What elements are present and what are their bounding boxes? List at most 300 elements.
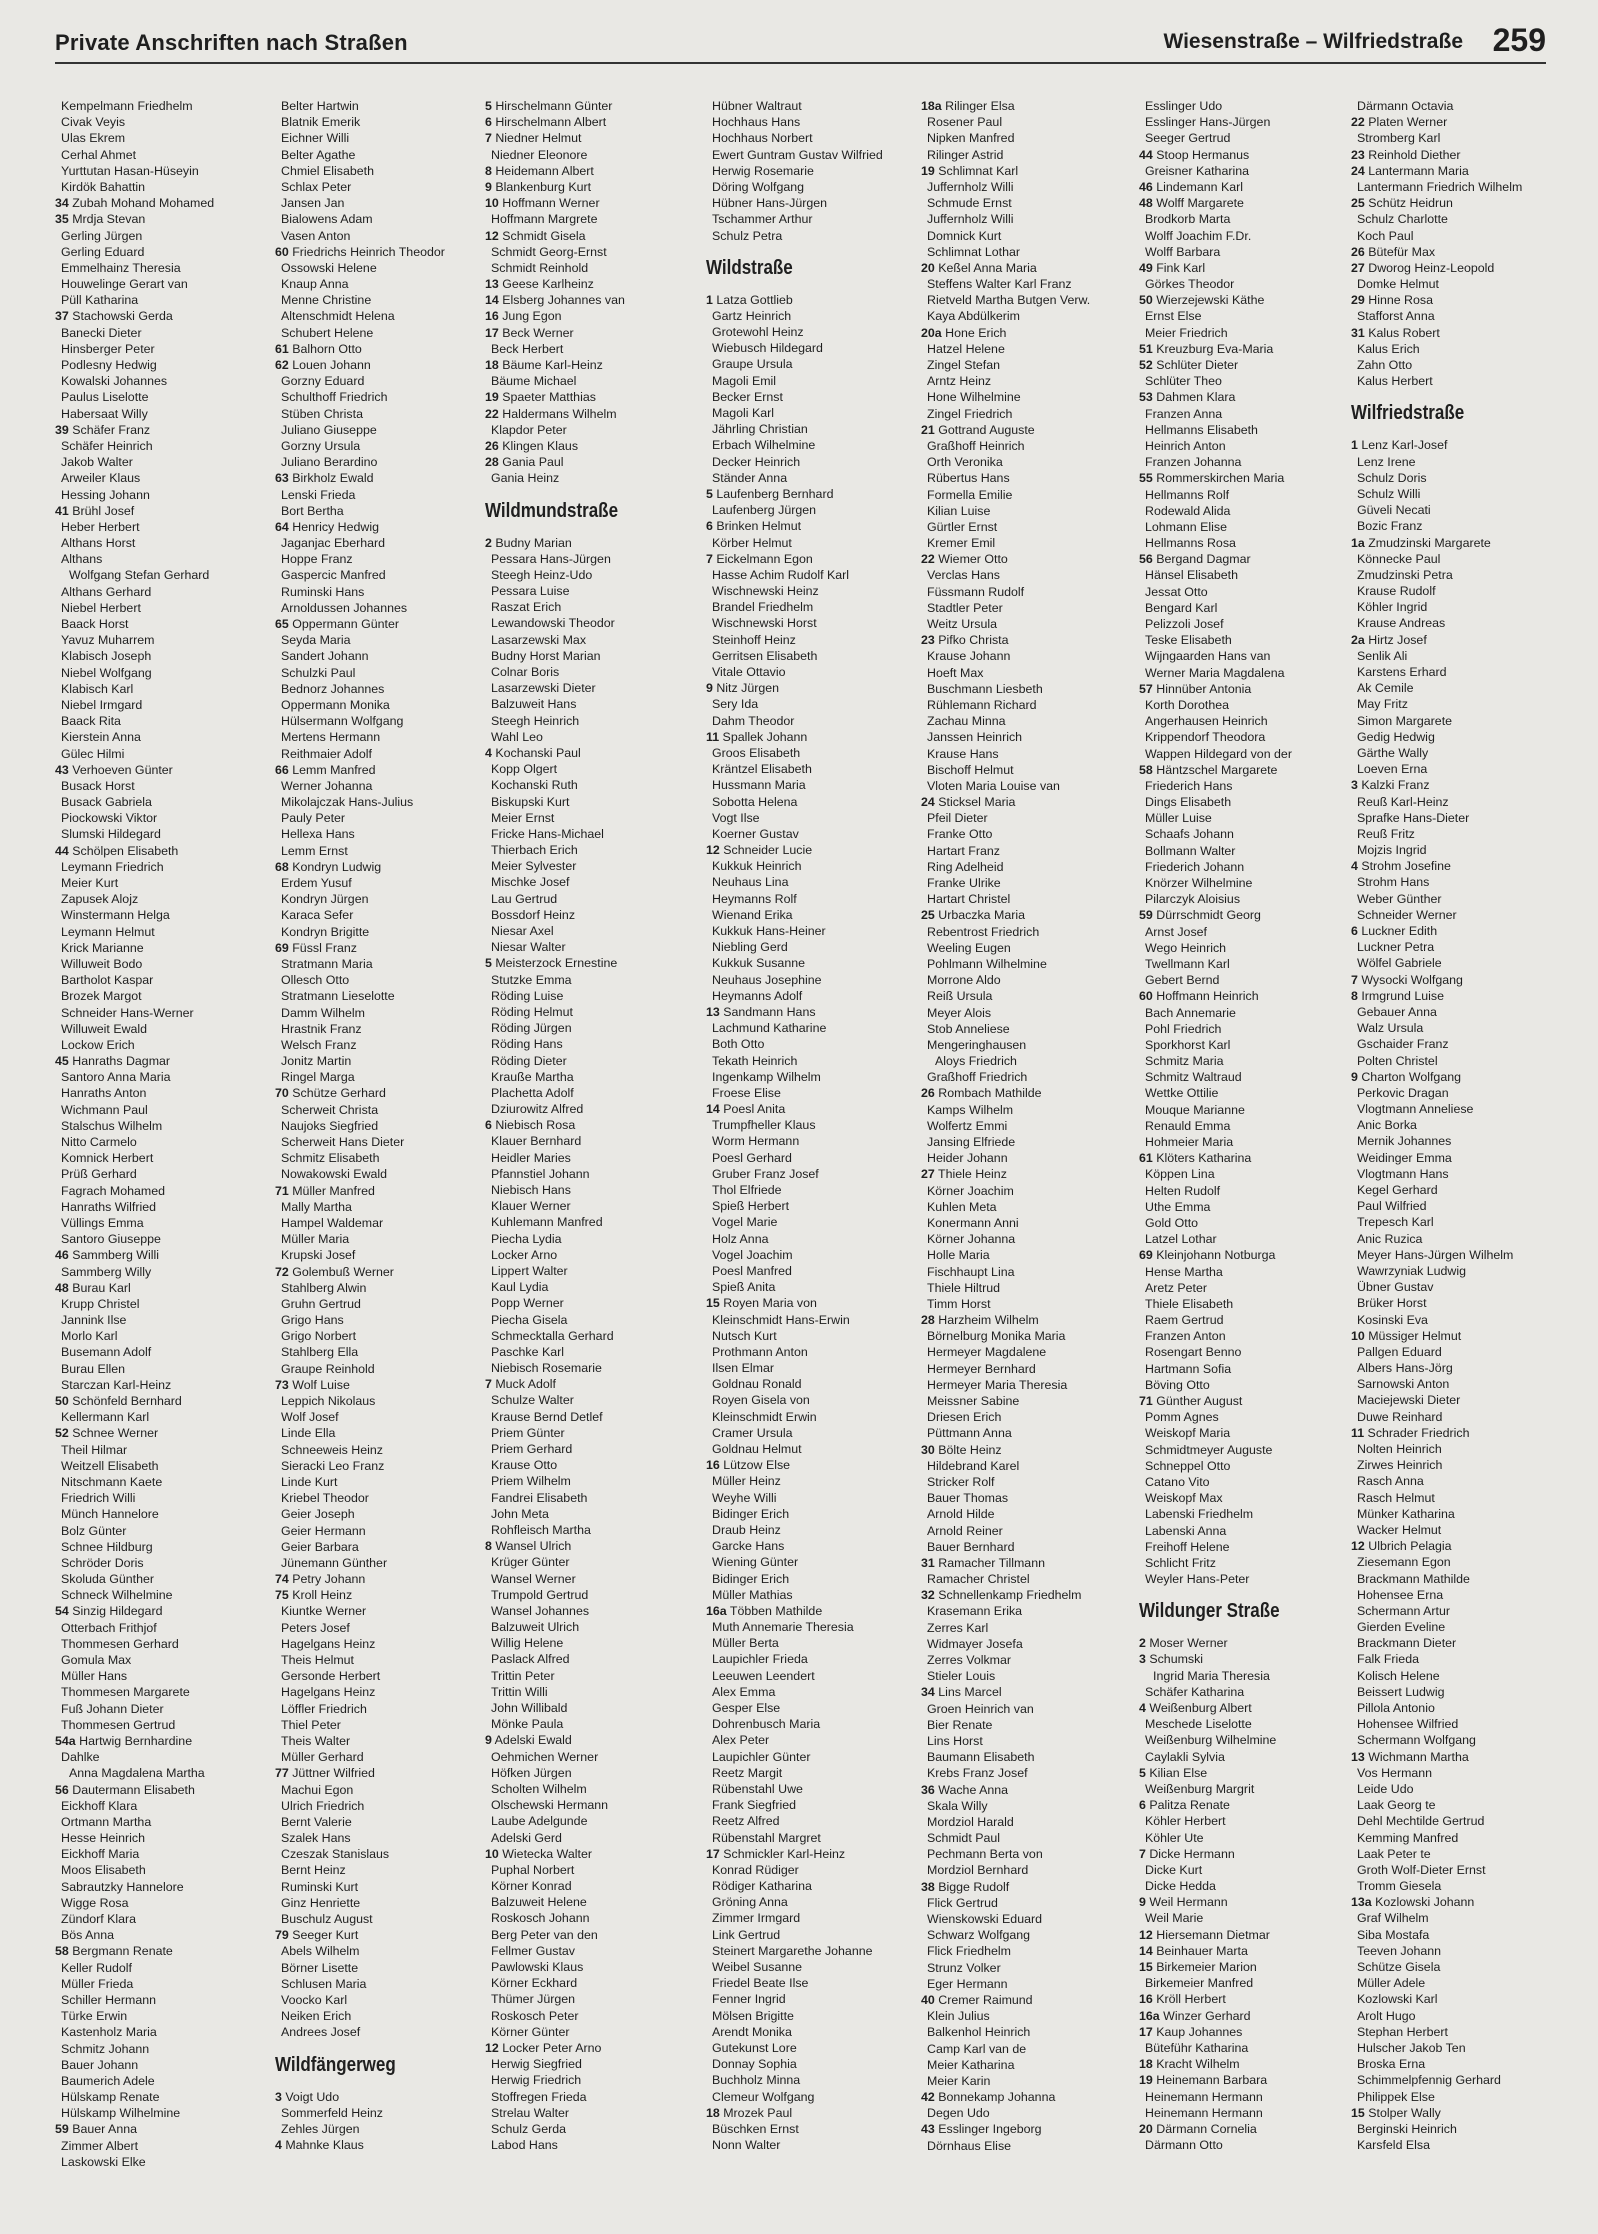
directory-entry: Birkemeier Manfred <box>1145 1976 1254 1991</box>
directory-entry: Hülsermann Wolfgang <box>281 714 404 729</box>
house-number: 12 <box>706 843 720 858</box>
house-number: 64 <box>275 519 289 534</box>
directory-entry: Meier Karin <box>927 2073 991 2088</box>
directory-entry: Reithmaier Adolf <box>281 746 372 761</box>
resident-name: Royen Maria von <box>719 1296 817 1311</box>
directory-entry: Zmudzinski Petra <box>1357 567 1453 582</box>
directory-entry <box>485 1846 695 1862</box>
directory-entry <box>1351 1328 1561 1344</box>
directory-entry: Cerhal Ahmet <box>61 147 137 162</box>
directory-entry: Stutzke Emma <box>491 972 572 987</box>
directory-entry <box>1351 1425 1561 1441</box>
house-number: 4 <box>1139 1701 1146 1715</box>
resident-name: Louen Johann <box>288 358 371 372</box>
house-number: 56 <box>55 1782 69 1797</box>
directory-entry: Bort Bertha <box>281 503 344 518</box>
directory-entry: Menne Christine <box>281 293 372 308</box>
resident-name: Blankenburg Kurt <box>491 179 592 194</box>
directory-entry: Arweiler Klaus <box>61 471 141 486</box>
house-number: 20 <box>921 260 935 275</box>
directory-entry: Verclas Hans <box>927 568 1001 583</box>
directory-entry: Thommesen Gerhard <box>61 1636 179 1651</box>
resident-name: Bäume Karl-Heinz <box>498 358 603 372</box>
directory-entry: Pomm Agnes <box>1145 1410 1219 1425</box>
directory-entry: Kellermann Karl <box>61 1410 150 1425</box>
directory-entry: Schmitz Waltraud <box>1145 1070 1242 1085</box>
directory-entry <box>275 1377 485 1393</box>
directory-entry: Müller Berta <box>712 1636 779 1651</box>
resident-name: Reinhold Diether <box>1364 147 1461 162</box>
directory-entry: Ring Adelheid <box>927 859 1004 874</box>
resident-name: Seeger Kurt <box>288 1928 359 1943</box>
house-number: 46 <box>1139 179 1153 194</box>
directory-entry: Bös Anna <box>61 1928 115 1943</box>
directory-entry: Meier Ernst <box>491 810 555 825</box>
directory-entry: Mertens Hermann <box>281 730 381 745</box>
resident-name: Schlimnat Karl <box>934 163 1019 178</box>
directory-entry: Both Otto <box>712 1037 765 1052</box>
directory-entry: Hänsel Elisabeth <box>1145 568 1238 583</box>
directory-entry: Mölsen Brigitte <box>712 2008 794 2023</box>
house-number: 48 <box>1139 196 1153 211</box>
directory-entry: Geier Joseph <box>281 1507 355 1522</box>
directory-entry <box>921 1879 1131 1895</box>
directory-entry: Oppermann Monika <box>281 697 390 712</box>
directory-entry: Wansel Johannes <box>491 1603 590 1618</box>
directory-entry: Helten Rudolf <box>1145 1183 1221 1198</box>
directory-entry: Hinsberger Peter <box>61 341 155 356</box>
directory-entry <box>921 1442 1131 1458</box>
directory-entry <box>921 1312 1131 1328</box>
house-number: 1 <box>706 292 713 307</box>
house-number: 68 <box>275 859 289 874</box>
directory-entry: Balzuweit Helene <box>491 1895 587 1910</box>
directory-entry: Rasch Helmut <box>1357 1490 1435 1505</box>
directory-entry: Dicke Hedda <box>1145 1879 1216 1894</box>
directory-entry: Skala Willy <box>927 1798 988 1813</box>
house-number: 9 <box>706 681 713 696</box>
directory-entry: Adelski Gerd <box>491 1830 562 1845</box>
directory-entry: Schneppel Otto <box>1145 1458 1231 1473</box>
house-number: 34 <box>55 196 69 211</box>
directory-entry <box>1139 681 1349 697</box>
house-number: 15 <box>706 1296 720 1311</box>
directory-entry: Schwarz Wolfgang <box>927 1928 1031 1943</box>
house-number: 18 <box>1139 2057 1153 2072</box>
directory-entry: Karstens Erhard <box>1357 665 1447 679</box>
directory-entry: Döring Wolfgang <box>712 179 805 194</box>
directory-entry: Krause Otto <box>491 1458 558 1473</box>
directory-entry: Meier Kurt <box>61 876 119 890</box>
directory-entry: Polten Christel <box>1357 1053 1438 1068</box>
directory-entry: Gruhn Gertrud <box>281 1296 361 1311</box>
directory-entry: Wijngaarden Hans van <box>1145 649 1271 664</box>
directory-entry: Lewandowski Theodor <box>491 616 615 631</box>
directory-entry <box>1139 1927 1349 1943</box>
directory-entry: Köhler Ute <box>1145 1830 1204 1845</box>
directory-entry: Gomula Max <box>61 1653 132 1667</box>
resident-name: Hirschelmann Günter <box>491 99 613 113</box>
directory-entry: Piecha Lydia <box>491 1231 562 1246</box>
directory-entry: Pessara Hans-Jürgen <box>491 551 611 566</box>
directory-entry <box>275 859 485 875</box>
directory-entry: Weißenburg Wilhelmine <box>1145 1733 1277 1748</box>
directory-entry: Gerritsen Elisabeth <box>712 648 818 663</box>
directory-entry: Theis Helmut <box>281 1653 354 1667</box>
directory-entry: Köhler Ingrid <box>1357 600 1428 615</box>
directory-entry: Luckner Petra <box>1357 940 1435 955</box>
directory-entry: Bolz Günter <box>61 1523 127 1538</box>
directory-entry-continued: Aloys Friedrich <box>935 1054 1017 1069</box>
resident-name: Wichmann Martha <box>1364 1749 1469 1764</box>
directory-entry: Löffler Friedrich <box>281 1701 367 1716</box>
directory-entry <box>55 1053 265 1069</box>
resident-name: Kondryn Ludwig <box>288 859 382 874</box>
directory-entry: Ingenkamp Wilhelm <box>712 1069 821 1084</box>
directory-entry: Herwig Rosemarie <box>712 163 814 178</box>
directory-entry: Buchholz Minna <box>712 2073 801 2088</box>
directory-entry: Arntz Heinz <box>927 374 992 389</box>
house-number: 36 <box>921 1782 935 1797</box>
directory-entry: Kondryn Brigitte <box>281 924 370 939</box>
directory-entry: Schütze Gisela <box>1357 1960 1441 1974</box>
house-number: 1a <box>1351 535 1365 550</box>
directory-entry: Mally Martha <box>281 1199 352 1214</box>
directory-entry: Pessara Luise <box>491 584 570 599</box>
resident-name: Többen Mathilde <box>726 1603 823 1618</box>
resident-name: Luckner Edith <box>1357 924 1438 938</box>
directory-entry: Nitschmann Kaete <box>61 1474 163 1489</box>
directory-entry: Seyda Maria <box>281 633 351 648</box>
directory-entry: Hübner Hans-Jürgen <box>712 196 828 211</box>
directory-entry: Ossowski Helene <box>281 260 377 275</box>
directory-entry: Sabrautzky Hannelore <box>61 1879 184 1894</box>
directory-entry: Linde Kurt <box>281 1474 338 1489</box>
directory-entry: Eickhoff Maria <box>61 1847 140 1862</box>
resident-name: Henricy Hedwig <box>288 519 380 534</box>
directory-entry: Ewert Guntram Gustav Wilfried <box>712 147 883 162</box>
directory-entry: Baumerich Adele <box>61 2073 155 2088</box>
directory-entry: Sammberg Willy <box>61 1264 152 1279</box>
directory-entry: Hermeyer Magdalene <box>927 1345 1047 1360</box>
directory-entry: Teeven Johann <box>1357 1943 1442 1958</box>
directory-entry: Janssen Heinrich <box>927 730 1023 745</box>
house-number: 6 <box>1139 1798 1146 1813</box>
directory-entry: Püttmann Anna <box>927 1426 1012 1441</box>
resident-name: Schumski <box>1145 1652 1204 1667</box>
directory-entry: Kuhlemann Manfred <box>491 1215 603 1230</box>
directory-entry: Schmude Ernst <box>927 196 1012 211</box>
house-number: 1 <box>1351 438 1358 453</box>
directory-entry <box>485 308 695 324</box>
directory-entry: Wego Heinrich <box>1145 940 1227 955</box>
directory-entry: Nipken Manfred <box>927 131 1015 146</box>
directory-entry: Sandert Johann <box>281 649 369 664</box>
directory-entry: Mengeringhausen <box>927 1037 1027 1052</box>
house-number: 52 <box>1139 358 1153 372</box>
directory-entry: Weißenburg Margrit <box>1145 1781 1255 1796</box>
directory-entry: Hochhaus Hans <box>712 115 801 130</box>
directory-entry: Geier Barbara <box>281 1539 359 1554</box>
directory-entry <box>1351 325 1561 341</box>
house-number: 45 <box>55 1054 69 1069</box>
directory-entry <box>1351 147 1561 163</box>
directory-entry <box>1351 535 1561 551</box>
directory-entry: Althans <box>61 552 103 567</box>
directory-entry: Lantermann Friedrich Wilhelm <box>1357 179 1523 194</box>
directory-entry: Rietveld Martha Butgen Verw. <box>927 293 1091 308</box>
directory-entry: Alex Peter <box>712 1733 770 1748</box>
directory-entry: Hessing Johann <box>61 487 150 502</box>
street-heading: Wildmundstraße <box>485 499 619 522</box>
directory-entry: Karaca Sefer <box>281 908 354 923</box>
directory-entry: Münker Katharina <box>1357 1506 1455 1521</box>
directory-entry: Grigo Norbert <box>281 1329 357 1344</box>
directory-entry: Krippendorf Theodora <box>1145 730 1266 745</box>
directory-entry: Kozlowski Karl <box>1357 1992 1438 2007</box>
directory-entry: Zahn Otto <box>1357 358 1413 372</box>
directory-entry: Jannink Ilse <box>61 1313 127 1328</box>
directory-entry: Kukkuk Hans-Heiner <box>712 924 826 938</box>
directory-entry: Santoro Giuseppe <box>61 1232 161 1247</box>
directory-entry: Krupp Christel <box>61 1296 140 1311</box>
directory-entry: Scherweit Hans Dieter <box>281 1135 405 1149</box>
directory-entry: Gerling Eduard <box>61 244 145 259</box>
resident-name: Lenz Karl-Josef <box>1357 438 1448 453</box>
directory-entry: Raem Gertrud <box>1145 1313 1224 1328</box>
directory-entry: Weeling Eugen <box>927 940 1011 955</box>
directory-entry <box>485 406 695 422</box>
directory-entry <box>1139 1393 1349 1409</box>
directory-entry: Vogt Ilse <box>712 810 760 825</box>
directory-entry <box>275 1765 485 1781</box>
directory-entry: Leppich Nikolaus <box>281 1394 376 1408</box>
house-number: 50 <box>1139 293 1153 308</box>
directory-entry: Schmecktalla Gerhard <box>491 1328 614 1343</box>
resident-name: Müller Manfred <box>288 1183 375 1198</box>
directory-entry: Belter Agathe <box>281 147 356 162</box>
directory-entry: Ruminski Kurt <box>281 1879 359 1894</box>
directory-entry: Gärthe Wally <box>1357 745 1429 760</box>
directory-entry: Geier Hermann <box>281 1523 366 1538</box>
directory-entry: Hermeyer Maria Theresia <box>927 1377 1068 1392</box>
directory-entry: Bäume Michael <box>491 374 577 389</box>
house-number: 19 <box>485 390 499 405</box>
directory-entry: Fellmer Gustav <box>491 1943 575 1958</box>
directory-entry: Schröder Doris <box>61 1555 144 1570</box>
resident-name: Schneider Lucie <box>719 843 813 858</box>
house-number: 52 <box>55 1426 69 1441</box>
directory-entry <box>1139 1765 1349 1781</box>
directory-entry: Scherweit Christa <box>281 1102 379 1117</box>
directory-entry: Willuweit Ewald <box>61 1021 148 1036</box>
directory-entry: Friedrich Willi <box>61 1491 136 1506</box>
directory-entry: Machui Egon <box>281 1782 354 1797</box>
directory-entry: Franke Ulrike <box>927 876 1001 890</box>
directory-entry: Balkenhol Heinrich <box>927 2025 1031 2040</box>
column-1 <box>55 98 265 2170</box>
resident-name: Laufenberg Bernhard <box>712 486 834 501</box>
column-4 <box>706 98 916 2153</box>
house-number: 53 <box>1139 390 1153 405</box>
directory-entry <box>485 1376 695 1392</box>
directory-entry: Dohrenbusch Maria <box>712 1717 821 1732</box>
directory-entry: Bartholot Kaspar <box>61 973 154 988</box>
directory-entry: Lemm Ernst <box>281 843 348 858</box>
directory-entry: Ak Cemile <box>1357 681 1414 696</box>
directory-entry: Jonitz Martin <box>281 1054 352 1069</box>
directory-entry: Blatnik Emerik <box>281 115 361 130</box>
resident-name: Keßel Anna Maria <box>934 260 1037 275</box>
directory-entry: Kierstein Anna <box>61 730 141 745</box>
house-number: 43 <box>55 762 69 777</box>
directory-entry: Draub Heinz <box>712 1522 781 1537</box>
resident-name: Wolf Luise <box>288 1377 350 1392</box>
house-number: 74 <box>275 1572 289 1587</box>
house-number: 4 <box>275 2138 282 2153</box>
resident-name: Birkholz Ewald <box>288 471 374 486</box>
directory-entry: Arnst Josef <box>1145 924 1207 939</box>
directory-entry <box>55 1393 265 1409</box>
directory-entry: Habersaat Willy <box>61 406 148 421</box>
directory-entry: Buschulz August <box>281 1912 373 1926</box>
directory-entry <box>55 1247 265 1263</box>
directory-entry: Thiele Hiltrud <box>927 1280 1000 1295</box>
header-divider <box>55 62 1546 64</box>
directory-entry: Emmelhainz Theresia <box>61 260 181 275</box>
directory-entry <box>275 341 485 357</box>
directory-entry <box>1139 1700 1349 1716</box>
directory-entry: Holz Anna <box>712 1231 769 1246</box>
directory-entry: Hermeyer Bernhard <box>927 1361 1036 1376</box>
directory-entry: Ilsen Elmar <box>712 1361 774 1376</box>
directory-entry: Wienand Erika <box>712 907 793 922</box>
directory-entry <box>485 955 695 971</box>
directory-entry: Türke Erwin <box>61 2009 128 2024</box>
directory-entry: Schmidtmeyer Auguste <box>1145 1442 1273 1457</box>
directory-entry: Koch Paul <box>1357 228 1414 243</box>
house-number: 77 <box>275 1766 289 1781</box>
directory-entry: Müller Luise <box>1145 811 1212 826</box>
resident-name: Niedner Helmut <box>491 131 582 146</box>
directory-entry <box>921 98 1131 114</box>
directory-entry: Domnick Kurt <box>927 228 1002 243</box>
directory-entry <box>921 2121 1131 2137</box>
house-number: 26 <box>921 1086 935 1101</box>
directory-entry <box>921 1085 1131 1101</box>
resident-name: Eickelmann Egon <box>712 551 813 566</box>
house-number: 6 <box>706 519 713 534</box>
directory-entry: Vogel Marie <box>712 1215 778 1230</box>
directory-entry: Hellmanns Elisabeth <box>1145 422 1258 437</box>
directory-entry: Paslack Alfred <box>491 1652 570 1667</box>
directory-entry: Peters Josef <box>281 1620 350 1635</box>
directory-entry <box>55 1425 265 1441</box>
house-number: 50 <box>55 1394 69 1408</box>
directory-entry <box>1139 907 1349 923</box>
directory-entry: Gersonde Herbert <box>281 1669 381 1684</box>
directory-entry: Jessat Otto <box>1145 584 1208 599</box>
street-heading: Wildfängerweg <box>275 2053 396 2076</box>
directory-entry: Bauer Thomas <box>927 1491 1009 1506</box>
directory-entry: Dörnhaus Elise <box>927 2138 1012 2153</box>
directory-entry <box>706 1101 916 1117</box>
house-number: 18 <box>706 2105 720 2120</box>
resident-name: Kalzki Franz <box>1357 778 1430 793</box>
resident-name: Dicke Hermann <box>1145 1846 1235 1861</box>
directory-entry: Hasse Achim Rudolf Karl <box>712 567 850 582</box>
directory-columns <box>55 98 1555 2178</box>
house-number: 28 <box>485 455 499 470</box>
directory-entry: Weiskopf Maria <box>1145 1426 1231 1441</box>
directory-entry: Thiele Elisabeth <box>1145 1296 1234 1311</box>
resident-name: Golembuß Werner <box>288 1264 394 1279</box>
directory-entry: Schulze Walter <box>491 1393 574 1408</box>
directory-entry <box>485 357 695 373</box>
directory-entry: Priem Wilhelm <box>491 1474 571 1489</box>
directory-entry: Ständer Anna <box>712 470 788 485</box>
directory-entry: Stricker Rolf <box>927 1474 995 1489</box>
house-number: 73 <box>275 1377 289 1392</box>
house-number: 34 <box>921 1685 935 1700</box>
directory-entry: Kamps Wilhelm <box>927 1102 1014 1117</box>
directory-entry: Naujoks Siegfried <box>281 1118 379 1133</box>
directory-entry: John Willibald <box>491 1701 568 1715</box>
directory-entry <box>1139 1894 1349 1910</box>
resident-name: Kalus Robert <box>1364 325 1440 340</box>
directory-entry: Vogel Joachim <box>712 1247 793 1262</box>
house-number: 22 <box>1351 115 1365 130</box>
directory-entry: Schneck Wilhelmine <box>61 1588 173 1603</box>
directory-entry: Pohl Friedrich <box>1145 1021 1222 1036</box>
directory-entry: Wolfertz Emmi <box>927 1118 1008 1133</box>
directory-entry: Schmitz Johann <box>61 2041 150 2056</box>
directory-entry: Camp Karl van de <box>927 2041 1027 2056</box>
directory-entry: Morrone Aldo <box>927 973 1001 988</box>
directory-entry: Gorzny Eduard <box>281 374 365 389</box>
directory-entry: Gania Heinz <box>491 471 560 486</box>
house-number: 31 <box>921 1555 935 1570</box>
resident-name: Dautermann Elisabeth <box>68 1782 195 1797</box>
directory-entry: Niebel Herbert <box>61 600 141 615</box>
directory-entry: Thommesen Margarete <box>61 1685 190 1700</box>
house-number: 12 <box>485 2040 499 2055</box>
directory-entry: Niebel Irmgard <box>61 697 143 712</box>
resident-name: Hirschelmann Albert <box>491 115 607 130</box>
directory-entry: Stadtler Peter <box>927 600 1003 615</box>
directory-entry: Hübner Waltraut <box>712 99 802 113</box>
directory-entry <box>1139 1959 1349 1975</box>
house-number: 5 <box>706 486 713 501</box>
resident-name: Kochanski Paul <box>491 745 581 760</box>
directory-entry: Hampel Waldemar <box>281 1215 384 1230</box>
house-number: 48 <box>55 1280 69 1295</box>
directory-entry: Krupski Josef <box>281 1248 356 1263</box>
house-number: 66 <box>275 762 289 777</box>
directory-entry <box>275 1183 485 1199</box>
directory-entry <box>485 276 695 292</box>
directory-entry <box>275 1264 485 1280</box>
directory-entry: Linde Ella <box>281 1426 336 1441</box>
directory-entry: Heider Johann <box>927 1151 1008 1166</box>
directory-entry: Arendt Monika <box>712 2024 792 2039</box>
directory-entry <box>55 422 265 438</box>
directory-entry: Renauld Emma <box>1145 1118 1231 1133</box>
directory-entry: Kleinschmidt Hans-Erwin <box>712 1312 850 1327</box>
directory-entry: Fricke Hans-Michael <box>491 826 604 841</box>
resident-name: Mahnke Klaus <box>281 2138 364 2153</box>
directory-entry <box>55 762 265 778</box>
